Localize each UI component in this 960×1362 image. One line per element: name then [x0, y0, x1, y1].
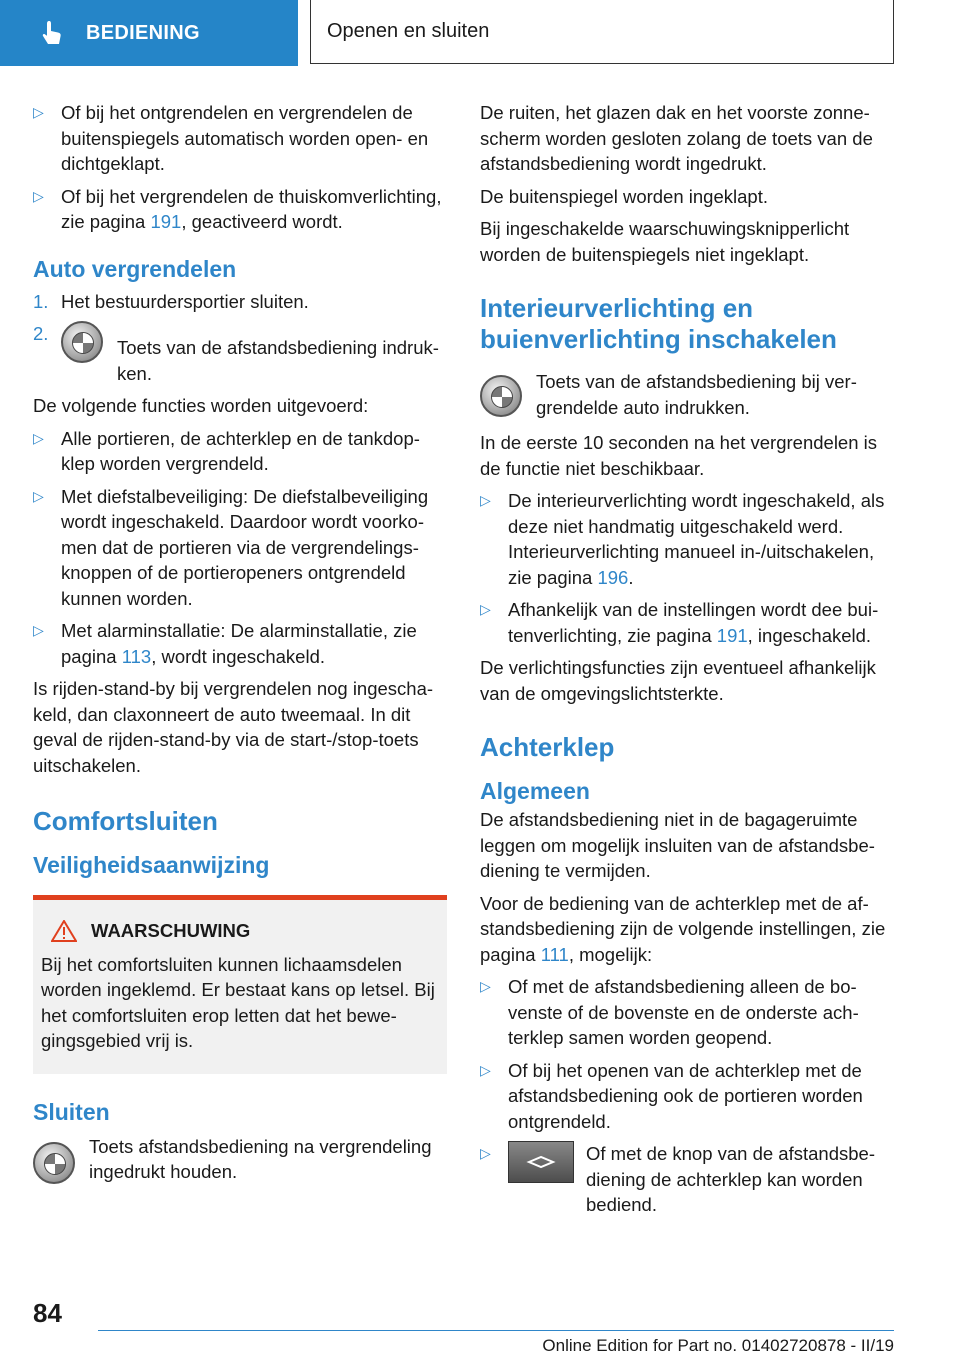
triangle-bullet-icon: ▷ — [480, 1145, 491, 1161]
paragraph: De buitenspiegel worden ingeklapt. — [480, 185, 768, 207]
left-column — [33, 100, 447, 1195]
triangle-bullet-icon: ▷ — [480, 492, 491, 508]
diamond-arrows-icon — [526, 1155, 556, 1169]
list-item: ▷ Met alarminstallatie: De alarminstallatie, zie pagina 113, wordt ingeschakeld. — [33, 620, 417, 667]
paragraph: De afstandsbediening niet in de bagageruimte leggen om mogelijk insluiten van de afstandsbediening te vermijden. — [480, 809, 875, 881]
warning-text: Bij het comfortsluiten kunnen lichaamsdelen worden ingeklemd. Er bestaat kans op letsel. Bij het comfortsluiten erop letten dat het bewegingsgebied vrij is. — [41, 953, 435, 1051]
list-item: ▷ Met diefstalbeveiliging: De diefstalbeveiliging wordt ingeschakeld. Daardoor wordt voorkomen dat de portieren via de vergrendelingsknoppen of de portieropeners ontgrendeld kunnen worden. — [33, 485, 429, 609]
heading-algemeen: Algemeen — [480, 778, 590, 804]
heading-sluiten: Sluiten — [33, 1098, 110, 1125]
heading-comfortsluiten: Comfortsluiten — [33, 806, 218, 836]
paragraph: De volgende functies worden uitgevoerd: — [33, 395, 369, 416]
list-item: ▷ Of bij het openen van de achterklep met de afstandsbediening ook de portieren worden ontgrendeld. — [480, 1059, 863, 1132]
page-link[interactable]: 196 — [597, 566, 629, 588]
list-item: ▷ Of bij het vergrendelen de thuiskomverlichting, zie pagina 191, geactiveerd wordt. — [33, 185, 442, 232]
paragraph: De verlichtingsfuncties zijn eventueel afhankelijk van de omgevingslichtsterkte. — [480, 657, 876, 704]
page-link[interactable]: 191 — [150, 211, 182, 232]
heading-interieurverlichting: Interieurverlichting en buienverlichting inschakelen — [480, 293, 837, 354]
right-column — [480, 100, 896, 1225]
triangle-bullet-icon: ▷ — [33, 187, 44, 204]
section-title: Openen en sluiten — [327, 20, 490, 42]
section-tab — [310, 0, 894, 64]
warning-box — [33, 895, 447, 1074]
heading-veiligheidsaanwijzing: Veiligheidsaanwijzing — [33, 852, 270, 878]
remote-lock-key-icon — [480, 375, 522, 417]
heading-achterklep: Achterklep — [480, 732, 615, 762]
chapter-title: BEDIENING — [86, 21, 200, 44]
list-item: ▷ Of met de knop van de afstandsbediening de achterklep kan worden bediend. — [480, 1143, 875, 1215]
triangle-bullet-icon: ▷ — [33, 429, 44, 446]
warning-triangle-icon — [51, 920, 77, 942]
hand-touch-icon — [38, 18, 68, 48]
triangle-bullet-icon: ▷ — [33, 104, 44, 120]
page-header — [0, 0, 960, 66]
tailgate-remote-button-icon — [508, 1141, 574, 1183]
step-item: 1. Het bestuurdersportier sluiten. — [33, 290, 309, 312]
triangle-bullet-icon: ▷ — [33, 487, 44, 504]
heading-auto-vergrendelen: Auto vergrendelen — [33, 255, 237, 282]
list-item: ▷ Alle portieren, de achterklep en de tankdopklep worden vergrendeld. — [33, 427, 420, 474]
paragraph: Voor de bediening van de achterklep met de afstandsbediening zijn de volgende instellingen, zie pagina 111, mogelijk: — [480, 892, 886, 965]
list-item: ▷ Afhankelijk van de instellingen wordt dee buitenverlichting, zie pagina 191, ingeschakeld. — [480, 599, 879, 646]
paragraph: Bij ingeschakelde waarschuwingsknipperlicht worden de buitenspiegels niet ingeklapt. — [480, 218, 850, 265]
triangle-bullet-icon: ▷ — [480, 601, 491, 617]
paragraph: In de eerste 10 seconden na het vergrendelen is de functie niet beschikbaar. — [480, 432, 878, 479]
triangle-bullet-icon: ▷ — [33, 622, 44, 638]
list-item: ▷ De interieurverlichting wordt ingeschakeld, als deze niet handmatig uitgeschakeld werd. Interieurverlichting manueel in-/uitschakelen, zie pagina 196. — [480, 490, 885, 588]
remote-lock-key-icon — [61, 321, 103, 363]
page-link[interactable]: 113 — [121, 645, 152, 667]
triangle-bullet-icon: ▷ — [480, 1061, 491, 1078]
triangle-bullet-icon: ▷ — [480, 978, 491, 994]
warning-title: WAARSCHUWING — [51, 918, 439, 944]
paragraph: Is rijden-stand-by bij vergrendelen nog ingeschakeld, dan claxonneert de auto tweemaal. In dit geval de rijden-stand-by via de start-/stop-toets uitschakelen. — [33, 678, 434, 776]
list-item: ▷ Of bij het ontgrendelen en vergrendelen de buitenspiegels automatisch worden open- en dichtgeklapt. — [33, 102, 429, 174]
edition-text: Online Edition for Part no. 01402720878 - II/19 — [542, 1336, 894, 1355]
key-instruction: Toets van de afstandsbediening bij vergrendelde auto indrukken. — [480, 369, 896, 420]
page-link[interactable]: 111 — [540, 943, 569, 965]
footer-divider — [98, 1330, 894, 1331]
chapter-tab[interactable] — [0, 0, 298, 66]
step-item: 2. Toets van de afstandsbediening indrukken. — [33, 323, 439, 384]
key-instruction: Toets afstandsbediening na vergrendeling ingedrukt houden. — [33, 1134, 447, 1185]
page-link[interactable]: 191 — [716, 624, 748, 646]
list-item: ▷ Of met de afstandsbediening alleen de bovenste of de bovenste en de onderste achterklep samen worden geopend. — [480, 976, 859, 1048]
remote-lock-key-icon — [33, 1142, 75, 1184]
page-footer — [0, 1298, 960, 1362]
page-number: 84 — [33, 1298, 62, 1328]
paragraph: De ruiten, het glazen dak en het voorste zonnescherm worden gesloten zolang de toets van de afstandsbediening wordt ingedrukt. — [480, 102, 873, 174]
